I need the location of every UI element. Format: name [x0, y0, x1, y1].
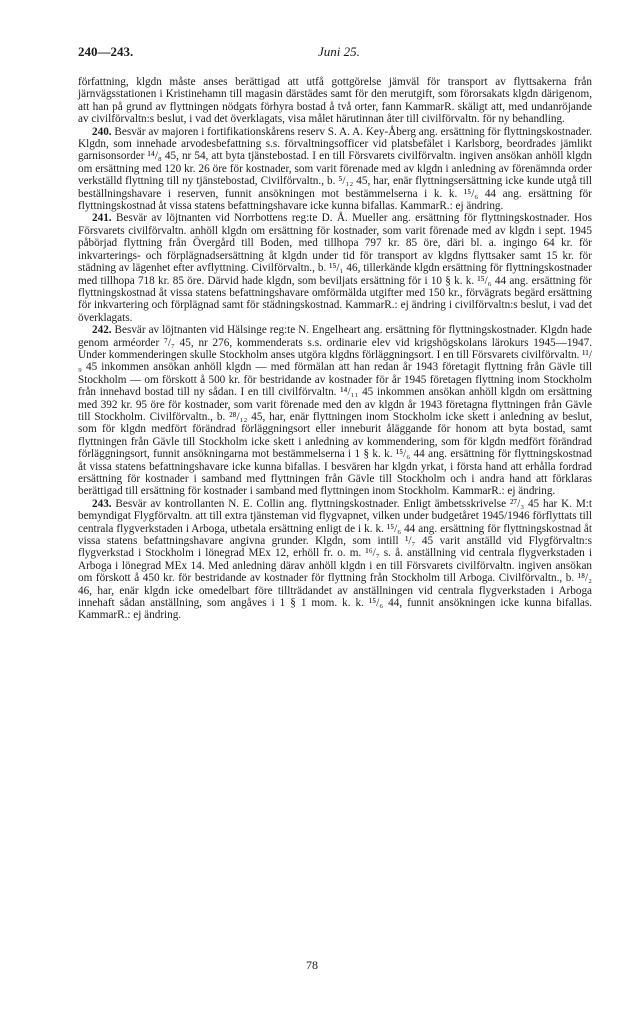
paragraph-240 — [78, 126, 592, 213]
running-date: Juni 25. — [318, 44, 360, 59]
paragraph-text: Besvär av majoren i fortifikationskårens reserv S. A. A. Key-Åberg ang. ersättning för flyttningskostnader. Klgdn, som innehade arvodesbefattning s.s. förvaltningsofficer vid platsbefälet i Karlsborg, beordrades jämlikt garnisonsorder ¹⁴/₈ 45, nr 54, att byta tjänstebostad. I en till Försvarets civilförvaltn. ingiven ansökan anhöll klgdn om ersättning med 120 kr. 26 öre för kostnader, som varit förenade med av klgdn i anledning av förenämnda order verkställd flyttning till ny tjänstebostad, Civilförvaltn., b. ⁵/₁₂ 45, har, enär flyttningsersättning icke kunde utgå till beställningshavare i reserven, funnit ansökningen mot bestämmelserna i k. k. ¹⁵/₆ 44 ang. ersättning för flyttningskostnad åt vissa statens befattningshavare icke kunna bifallas. KammarR.: ej ändring. — [78, 125, 593, 213]
paragraph-number: 243. — [92, 497, 112, 510]
body-text — [78, 76, 592, 622]
page-number: 78 — [306, 958, 318, 972]
page-header — [78, 44, 592, 66]
paragraph-242 — [78, 324, 592, 498]
paragraph-continuation — [78, 76, 592, 126]
paragraph-number: 241. — [92, 212, 112, 225]
paragraph-text: Besvär av löjtnanten vid Norrbottens reg:te D. Å. Mueller ang. ersättning för flyttningskostnader. Hos Försvarets civilförvaltn. anhöll klgdn om ersättning för kostnader, som varit förenade med av klgdn i sept. 1945 påbörjad flyttning från Övergård till Boden, med tillhopa 797 kr. 85 öre, däri bl. a. ingingo 64 kr. för inkvarterings- och förplägnadsersättning åt klgdn under tid för transport av klgdns flyttsaker samt 15 kr. för städning av lägenhet efter avflyttning. Civilförvaltn., b. ¹⁵/₁ 46, tillerkände klgdn ersättning för flyttningskostnader med tillhopa 718 kr. 85 öre. Därvid hade klgdn, som beviljats ersättning för i 10 § k. k. ¹⁵/₆ 44 ang. ersättning för flyttningskostnad åt vissa statens befattningshavare omförmälda utgifter med 150 kr., förvägrats begärd ersättning för inkvartering och förplägnad samt för städningskostnad. KammarR.: ej ändring i civilförvaltn:s beslut, i vad det överklagats. — [78, 212, 592, 324]
paragraph-243 — [78, 498, 592, 622]
page-range: 240—243. — [78, 44, 134, 59]
paragraph-number: 240. — [92, 125, 112, 138]
paragraph-text: författning, klgdn måste anses berättigad att utfå gottgörelse jämväl för transport av flyttsakerna från järnvägsstationen i Kristinehamn till magasin därstädes samt för den merutgift, som förorsakats klgdn därigenom, att han på grund av flyttningen nödgats förhyra bostad å två orter, fann KammarR. skäligt att, med undanröjande av civilförvaltn:s beslut, i vad det överklagats, visa målet härutinnan åter till civilförvaltn. för ny behandling. — [78, 76, 592, 126]
paragraph-number: 242. — [92, 324, 112, 337]
paragraph-text: Besvär av kontrollanten N. E. Collin ang. flyttningskostnader. Enligt ämbetsskrivelse ²⁷/₃ 45 har K. M:t bemyndigat Flygförvaltn. att till extra tjänsteman vid flygvapnet, vilken under budgetåret 1945/1946 förflyttats till centrala flygverkstaden i Arboga, utbetala ersättning enligt de i k. k. ¹⁵/₆ 44 ang. ersättning för flyttningskostnad åt vissa statens befattningshavare angivna grunder. Klgdn, som intill ¹/₇ 45 varit anställd vid Flygförvaltn:s flygverkstad i Stockholm i lönegrad MEx 12, erhöll fr. o. m. ¹⁶/₇ s. å. anställning vid centrala flygverkstaden i Arboga i lönegrad MEx 14. Med anledning därav anhöll klgdn i en till Försvarets civilförvaltn. ingiven ansökan om förskott å 450 kr. för bestridande av kostnader för flyttning från Stockholm till Arboga. Civilförvaltn., b. ¹⁸/₂ 46, har, enär klgdn icke omedelbart före tillträdandet av anställningen vid centrala flygverkstaden i Arboga innehaft sådan anställning, som angåves i 1 § 1 mom. k. k. ¹⁵/₆ 44, funnit ansökningen icke kunna bifallas. KammarR.: ej ändring. — [78, 497, 592, 622]
paragraph-241 — [78, 212, 592, 324]
paragraph-text: Besvär av löjtnanten vid Hälsinge reg:te N. Engelheart ang. ersättning för flyttningskostnader. Klgdn hade genom arméorder ⁷/₇ 45, nr 276, kommenderats s.s. ordinarie elev vid krigshögskolans lärokurs 1945—1947. Under kommenderingen skulle Stockholm anses utgöra klgdns förläggningsort. I en till Försvarets civilförvaltn. ¹¹/₉ 45 inkommen ansökan anhöll klgdn — med förmälan att han redan år 1943 företagit flyttning från Gävle till Stockholm — om förskott å 500 kr. för bestridande av kostnader för år 1945 företagen flyttning inom Stockholm från innehavd bostad till ny sådan. I en till civilförvaltn. ¹⁴/₁₁ 45 inkommen ansökan anhöll klgdn om ersättning med 392 kr. 95 öre för kostnader, som varit förenade med den av klgdn år 1943 företagna flyttningen från Gävle till Stockholm. Civilförvaltn., b. ²⁸/₁₂ 45, har, enär flyttningen inom Stockholm icke skett i anledning av beslut, som för klgdn medfört förändrad förläggningsort eller inneburit åläggande för honom att byta bostad, samt flyttningen från Gävle till Stockholm icke skett i anledning av kommendering, som för klgdn medfört förändrad förläggningsort, funnit ansökningarna mot bestämmelserna i 1 § k. k. ¹⁵/₆ 44 ang. ersättning för flyttningskostnad åt vissa statens befattningshavare icke kunna bifallas. I besvären har klgdn yrkat, i första hand att erhålla fordrad ersättning för kostnader i samband med flyttningen från Gävle till Stockholm och i andra hand att förklaras berättigad till ersättning för kostnader i samband med flyttningen inom Stockholm. KammarR.: ej ändring. — [78, 324, 593, 498]
